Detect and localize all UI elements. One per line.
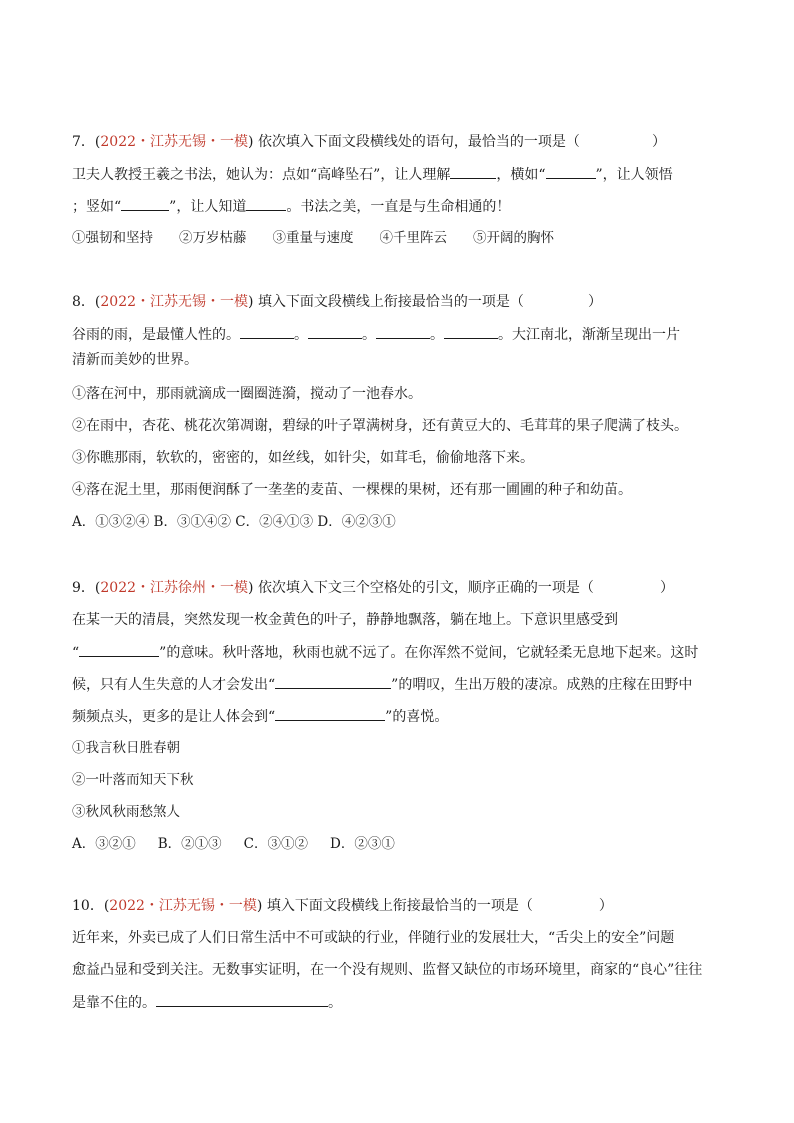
question-source: 2022・江苏无锡・一模 (109, 898, 257, 914)
option-item: ③重量与速度 (272, 230, 354, 246)
answer-blank[interactable] (275, 674, 391, 689)
list-item: ①落在河中，那雨就滴成一圈圈涟漪，搅动了一池春水。 (72, 386, 422, 402)
answer-blank[interactable] (376, 324, 430, 339)
question-stem: 填入下面文段横线上衔接最恰当的一项是（ (266, 898, 533, 914)
passage-line: ；竖如“ ”，让人知道 。书法之美，一直是与生命相通的！ (72, 196, 510, 217)
question-stem: 依次填入下文三个空格处的引文，顺序正确的一项是（ (257, 580, 594, 596)
question-10-stem-line: 10．(2022・江苏无锡・一模) 填入下面文段横线上衔接最恰当的一项是（ ） (72, 898, 613, 914)
question-stem: 依次填入下面文段横线处的语句，最恰当的一项是（ (257, 134, 580, 150)
list-item: ②一叶落而知天下秋 (72, 772, 194, 788)
option-item: ④千里阵云 (379, 230, 447, 246)
answer-blank[interactable] (308, 324, 362, 339)
passage-line: 频频点头，更多的是让人体会到“ ”的喜悦。 (72, 706, 448, 727)
question-number: 7．( (72, 134, 101, 150)
answer-blank[interactable] (240, 324, 294, 339)
question-8-stem-line: 8．(2022・江苏无锡・一模) 填入下面文段横线上衔接最恰当的一项是（ ） (72, 294, 602, 310)
question-source: 2022・江苏徐州・一模 (100, 580, 249, 596)
question-9-stem-line: 9．(2022・江苏徐州・一模) 依次填入下文三个空格处的引文，顺序正确的一项是（ ） (72, 580, 674, 596)
list-item: ④落在泥土里，那雨便润酥了一垄垄的麦苗、一棵棵的果树，还有那一圃圃的种子和幼苗。 (72, 482, 632, 498)
list-item: ②在雨中，杏花、桃花次第凋谢，碧绿的叶子罩满树身，还有黄豆大的、毛茸茸的果子爬满了枝头。 (72, 418, 688, 434)
question-7-stem-line: 7．(2022・江苏无锡・一模) 依次填入下面文段横线处的语句，最恰当的一项是（ ） (72, 134, 666, 150)
option-item: ①强韧和坚持 (72, 230, 153, 246)
passage-line: 在某一天的清晨，突然发现一枚金黄色的叶子，静静地飘落，躺在地上。下意识里感受到 (72, 612, 618, 628)
answer-blank[interactable] (275, 706, 385, 721)
question-number: 9．( (72, 580, 101, 596)
passage-line: 候，只有人生失意的人才会发出“ ”的喟叹，生出万般的凄凉。成熟的庄稼在田野中 (72, 674, 692, 695)
answer-choices: A．①③②④ B．③①④② C．②④①③ D．④②③① (72, 514, 396, 530)
answer-blank[interactable] (246, 196, 286, 211)
question-number: 8．( (72, 294, 101, 310)
answer-blank[interactable] (444, 324, 498, 339)
options-line (72, 228, 554, 248)
question-stem: 填入下面文段横线上衔接最恰当的一项是（ (257, 294, 524, 310)
passage-line: 卫夫人教授王羲之书法，她认为：点如“高峰坠石”，让人理解 ，横如“ ”，让人领悟 (72, 164, 673, 185)
passage-line: 谷雨的雨，是最懂人性的。 。 。 。 。大江南北，渐渐呈现出一片 (72, 324, 680, 345)
question-source: 2022・江苏无锡・一模 (100, 294, 249, 310)
answer-blank[interactable] (450, 164, 496, 179)
answer-blank[interactable] (79, 642, 159, 657)
answer-blank[interactable] (121, 196, 169, 211)
question-number: 10．( (72, 898, 110, 914)
answer-blank[interactable] (546, 164, 596, 179)
passage-line: 愈益凸显和受到关注。无数事实证明，在一个没有规则、监督又缺位的市场环境里，商家的“良心”往往 (72, 962, 703, 978)
list-item: ③你瞧那雨，软软的，密密的，如丝线，如针尖，如茸毛，偷偷地落下来。 (72, 450, 534, 466)
option-item: ②万岁枯藤 (179, 230, 247, 246)
passage-line: 近年来，外卖已成了人们日常生活中不可或缺的行业，伴随行业的发展壮大，“舌尖上的安全”问题 (72, 930, 675, 946)
answer-blank[interactable] (156, 992, 328, 1007)
answer-choices: A．③②① B．②①③ C．③①② D．②③① (72, 836, 395, 852)
option-item: ⑤开阔的胸怀 (473, 230, 554, 246)
list-item: ①我言秋日胜春朝 (72, 740, 180, 756)
passage-line: “ ”的意味。秋叶落地，秋雨也就不远了。在你浑然不觉间，它就轻柔无息地下起来。这时 (72, 642, 698, 663)
passage-line: 清新而美妙的世界。 (72, 352, 198, 368)
question-source: 2022・江苏无锡・一模 (100, 134, 249, 150)
passage-line: 是靠不住的。 。 (72, 992, 342, 1013)
list-item: ③秋风秋雨愁煞人 (72, 804, 180, 820)
